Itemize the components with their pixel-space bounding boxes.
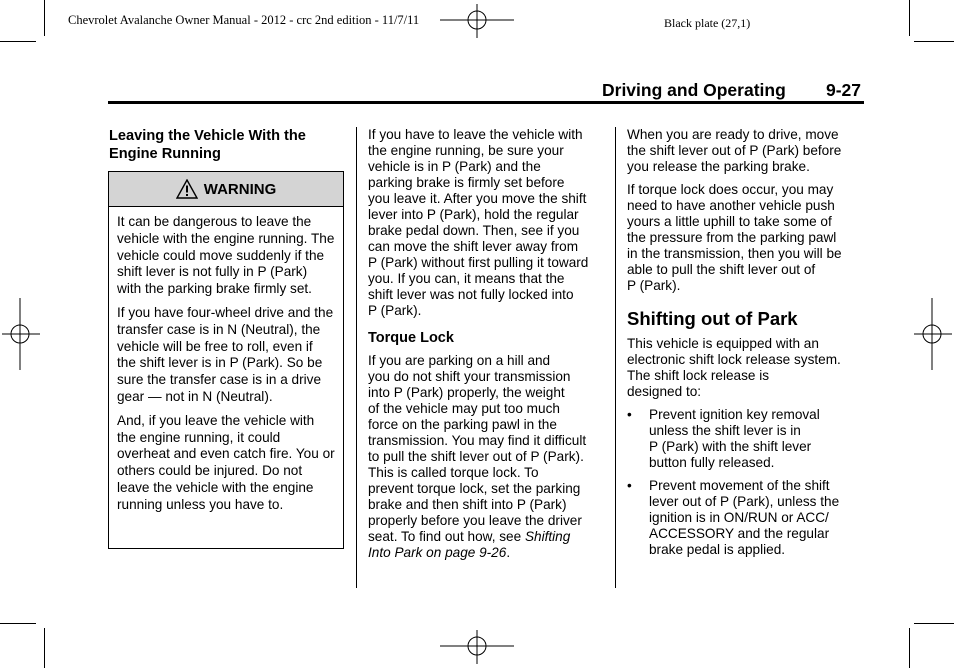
text-line: If you are parking on a hill and [368, 353, 551, 368]
text-fragment: seat. To find out how, see [368, 529, 525, 544]
text-line: you leave it. After you move the shift [368, 191, 587, 206]
text-line: force on the parking pawl in the [368, 417, 557, 432]
text-line: P (Park). So be sure the transfer [117, 355, 323, 388]
warning-triangle-icon [176, 179, 198, 199]
text-line: This vehicle is equipped with an [627, 336, 819, 351]
text-line: you. If you can, it means that the [368, 271, 565, 286]
text-line: vehicle is in P (Park) and the [368, 159, 541, 174]
manual-info: Chevrolet Avalanche Owner Manual - 2012 - crc 2nd edition - 11/7/11 [68, 13, 420, 27]
registration-mark-right [912, 298, 954, 370]
text-line: to pull the shift lever out of P (Park). [368, 449, 584, 464]
text-line: parking brake is firmly set before [368, 175, 565, 190]
crop-mark [914, 41, 954, 42]
text-line: can move the shift lever away from [368, 239, 579, 254]
body-paragraph [368, 127, 608, 319]
text-line: brake pedal is applied. [649, 542, 786, 557]
text-line: even if the shift lever is in [117, 338, 313, 371]
text-line: the pressure from the parking pawl [627, 230, 837, 245]
text-line: properly before you leave the driver [368, 513, 582, 528]
column-3 [627, 127, 867, 565]
column-divider [356, 127, 357, 588]
column-divider [615, 127, 616, 588]
crop-mark [44, 0, 45, 36]
text-line: P (Park) without first pulling it toward [368, 255, 589, 270]
text-line: overheat and even catch fire. You [117, 446, 319, 462]
text-line: button fully released. [649, 455, 775, 470]
crop-mark [909, 628, 910, 668]
warning-paragraph [117, 214, 335, 298]
text-line: the vehicle will be free to roll, [117, 321, 321, 354]
text-line: able to pull the shift lever out of [627, 262, 816, 277]
subheading-torque-lock: Torque Lock [368, 330, 454, 346]
text-line: shift lever was not fully locked into [368, 287, 574, 302]
text-line: If you have to leave the vehicle with [368, 127, 583, 142]
text-line: P (Park) with the parking brake [117, 264, 308, 297]
text-line: the transfer case is in N (Neutral), [117, 304, 334, 337]
text-line: in the transmission, then you will be [627, 246, 842, 261]
text-line: you do not shift your transmission [368, 369, 571, 384]
section-title-leaving-vehicle [109, 127, 349, 163]
text-line: if the shift lever is not fully in [117, 247, 325, 280]
heading-shifting-out-of-park: Shifting out of Park [627, 308, 798, 329]
cross-reference-link[interactable]: Shifting [524, 529, 571, 544]
text-line: N (Neutral). [202, 388, 273, 404]
text-line: yours a little uphill to take some of [627, 214, 832, 229]
body-paragraph [627, 127, 867, 175]
title-line: Leaving the Vehicle With the [109, 128, 306, 144]
text-line: you release the parking brake. [627, 159, 810, 174]
text-line: case is in a drive gear — not in [117, 372, 322, 404]
warning-label: WARNING [203, 180, 277, 198]
registration-mark-top [440, 0, 514, 42]
text-line: prevent torque lock, set the parking [368, 481, 581, 496]
text-line: ignition is in ON/RUN or ACC/ [649, 510, 829, 525]
column-1 [109, 127, 349, 169]
text-line: unless the shift lever is in [649, 423, 801, 438]
text-line: vehicle with the engine running. [117, 230, 308, 246]
text-line: with the engine running, it could [117, 412, 315, 445]
text-line: transmission. You may find it difficult [368, 433, 587, 448]
crop-mark [0, 41, 36, 42]
column-2 [368, 127, 608, 568]
body-paragraph [627, 182, 867, 294]
text-line: brake pedal down. Then, see if you [368, 223, 580, 238]
text-line: or others could be injured. Do not [117, 446, 335, 479]
text-line: If torque lock does occur, you may [627, 182, 834, 197]
registration-mark-left [0, 298, 42, 370]
text-fragment: . [506, 545, 511, 560]
warning-box [108, 171, 344, 549]
text-line: ACCESSORY and the regular [649, 526, 830, 541]
crop-mark [914, 623, 954, 624]
text-line: electronic shift lock release system. [627, 352, 841, 367]
crop-mark [909, 0, 910, 36]
registration-mark-bottom [440, 626, 514, 668]
text-line: This is called torque lock. To [368, 465, 539, 480]
text-line: brake and then shift into P (Park) [368, 497, 567, 512]
text-line: P (Park). [627, 278, 681, 293]
text-line: If you have four-wheel drive and [117, 304, 311, 320]
list-item [627, 478, 867, 558]
warning-header [109, 172, 343, 207]
text-line: into P (Park) properly, the weight [368, 385, 565, 400]
text-line: leave the vehicle with the engine [117, 479, 314, 495]
warning-body [109, 207, 343, 514]
section-title: Driving and Operating [602, 80, 786, 100]
text-line: It can be dangerous to leave the [117, 214, 312, 229]
header-rule [108, 101, 864, 104]
text-line: the shift lever out of P (Park) before [627, 143, 842, 158]
text-line: P (Park). [368, 303, 422, 318]
text-line [368, 545, 608, 561]
list-item [627, 407, 867, 471]
text-line: Prevent movement of the shift [649, 478, 830, 493]
cross-reference-link[interactable]: Into Park on page 9-26 [368, 545, 507, 560]
plate-info: Black plate (27,1) [664, 16, 751, 30]
text-line: lever out of P (Park), unless the [649, 494, 840, 509]
text-line: need to have another vehicle push [627, 198, 835, 213]
text-line: running unless you have to. [117, 496, 284, 512]
text-line: The shift lock release is [627, 368, 770, 383]
text-line: lever into P (Park), hold the regular [368, 207, 579, 222]
body-paragraph [627, 336, 867, 400]
text-line: And, if you leave the vehicle [117, 412, 287, 428]
page-number: 9-27 [826, 80, 862, 100]
text-line [368, 529, 608, 545]
warning-paragraph [117, 413, 335, 514]
text-line: The vehicle could move suddenly [117, 230, 335, 263]
bullet-marker: • [627, 478, 632, 493]
bullet-list [627, 407, 867, 558]
title-line: Engine Running [109, 146, 221, 162]
warning-paragraph [117, 305, 335, 406]
text-line: of the vehicle may put too much [368, 401, 560, 416]
body-paragraph [368, 353, 608, 561]
text-line: P (Park) with the shift lever [649, 439, 812, 454]
text-line: Prevent ignition key removal [649, 407, 820, 422]
crop-mark [44, 628, 45, 668]
text-line: designed to: [627, 384, 702, 399]
bullet-marker: • [627, 407, 632, 422]
text-line: the engine running, be sure your [368, 143, 564, 158]
text-line: firmly set. [253, 281, 312, 297]
text-line: When you are ready to drive, move [627, 127, 839, 142]
crop-mark [0, 623, 36, 624]
